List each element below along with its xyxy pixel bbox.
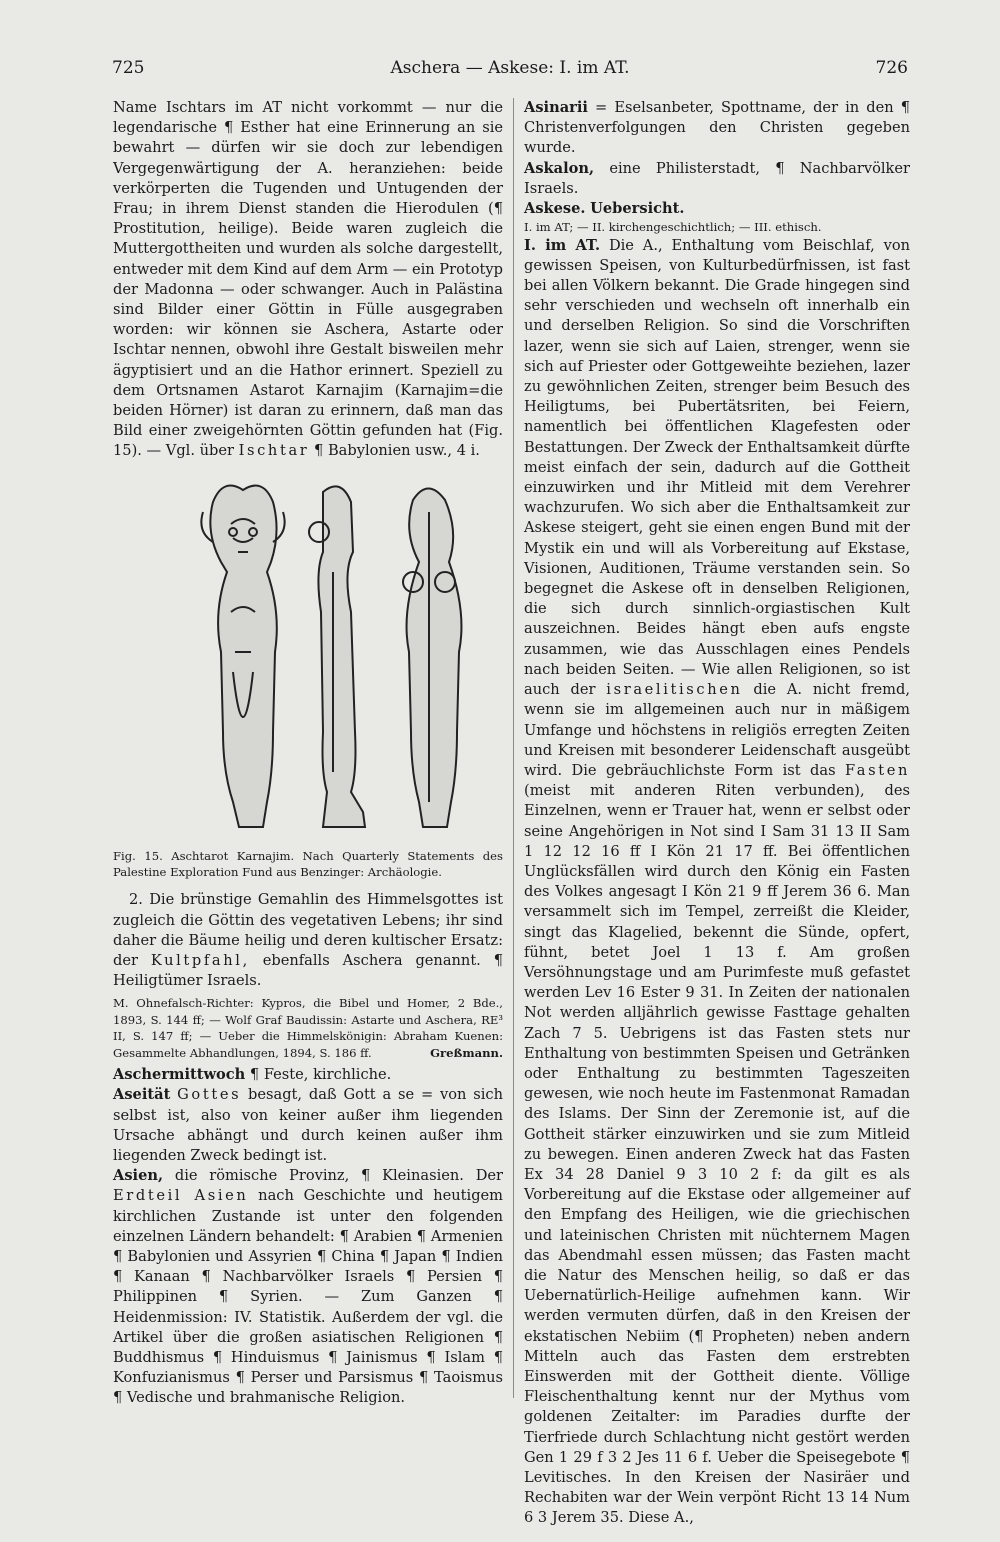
para2-text: 2. Die brünstige Gemahlin des Himmelsgottes ist zugleich die Göttin des vegetativen Lebens; ihr sind daher die Bäume heilig und deren kultischer Ersatz: der	[113, 891, 503, 970]
right-column	[524, 98, 910, 1529]
askese-section-1	[524, 236, 910, 1529]
paragraph-2	[113, 890, 503, 991]
left-page-number: 725	[112, 58, 145, 78]
entry-head-asinarii: Asinarii	[524, 99, 588, 116]
asien-text-2: nach Geschichte und heutigem kirchlichen Zustande ist unter den folgenden einzelnen Ländern behandelt: ¶ Arabien ¶ Armenien ¶ Babylonien und Assyrien ¶ China ¶ Japan ¶ Indien ¶ Kanaan ¶ Nachbarvölker Israels ¶ Persien ¶ Philippinen ¶ Syrien. — Zum Ganzen ¶ Heidenmission: IV. Statistik. Außerdem der vgl. die Artikel über die großen asiatischen Religionen ¶ Buddhismus ¶ Hinduismus ¶ Jainismus ¶ Islam ¶ Konfuzianismus ¶ Perser und Parsismus ¶ Taoismus ¶ Vedische und brahmanische Religion.	[113, 1187, 504, 1407]
section-1-heading: I. im AT.	[524, 236, 601, 254]
figure-caption: Fig. 15. Aschtarot Karnajim. Nach Quarterly Statements des Palestine Exploration Fund aus Benzinger: Archäologie.	[113, 848, 503, 880]
entry-askalon	[524, 159, 910, 199]
literature-text: M. Ohnefalsch-Richter: Kypros, die Bibel und Homer, 2 Bde., 1893, S. 144 ff; — Wolf Graf Baudissin: Astarte und Aschera, RE³ II, S. 147 ff; — Ueber die Himmelskönigin: Abraham Kuenen: Gesammelte Abhandlungen, 1894, S. 186 ff.	[113, 996, 503, 1060]
entry-text-aschermittwoch: ¶ Feste, kirchliche.	[249, 1066, 392, 1084]
kultpfahl-term: Kultpfahl,	[150, 952, 250, 970]
israelitischen-term: israelitischen	[606, 681, 743, 699]
entry-askese	[524, 199, 910, 219]
right-page-number: 726	[875, 58, 908, 78]
entry-head-aschermittwoch: Aschermittwoch	[113, 1066, 246, 1084]
askese-subhead: Uebersicht.	[590, 200, 685, 218]
fasten-term: Fasten	[845, 761, 910, 779]
running-header	[112, 58, 908, 82]
erdteil-asien-term: Erdteil Asien	[113, 1187, 249, 1205]
running-title: Aschera — Askese: I. im AT.	[390, 58, 630, 78]
para2-tail: ebenfalls Aschera genannt. ¶ Heiligtümer Israels.	[113, 952, 504, 990]
entry-head-askalon: Askalon,	[524, 159, 595, 177]
entry-asien	[113, 1166, 503, 1408]
entry-text-askalon: eine Philisterstadt, ¶ Nachbarvölker Israels.	[524, 159, 910, 197]
section-1-text-2: die A. nicht fremd, wenn sie im allgemeinen auch nur in mäßigem Umfange und höchstens in religiös erregten Zeiten und Kreisen mit besonderer Leidenschaft ausgeübt wird. Die gebräuchlichste Form ist das	[524, 681, 910, 779]
continuation-tail: ¶ Babylonien usw., 4 i.	[314, 442, 480, 460]
continuation-paragraph	[113, 98, 503, 462]
figure-15-illustration	[113, 472, 503, 842]
ischtar-term: Ischtar	[238, 442, 310, 460]
gottes-term: Gottes	[177, 1086, 242, 1104]
left-column	[113, 98, 503, 1409]
askese-toc: I. im AT; — II. kirchengeschichtlich; — III. ethisch.	[524, 220, 822, 235]
section-1-text-3: (meist mit anderen Riten verbunden), des Einzelnen, wenn er Trauer hat, wenn er selbst oder seine Angehörigen in Not sind I Sam 31 13 II Sam 1 12 12 16 ff I Kön 21 17 ff. Bei öffentlichen Unglücksfällen wird durch den König ein Fasten des Volkes angesagt I Kön 21 9 ff Jerem 36 6. Man versammelt sich im Tempel, zerreißt die Kleider, singt das Klagelied, bekennt die Sünde, opfert, fühnt, betet Joel 1 13 f. Am großen Versöhnungstage und am Purimfeste muß gefastet werden Lev 16 Ester 9 31. In Zeiten der nationalen Not werden alljährlich gewisse Fasttage gehalten Zach 7 5. Uebrigens ist das Fasten stets nur Enthaltung von bestimmten Speisen und Getränken oder Enthaltung zu bestimmten Tageszeiten gewesen, wie noch heute im Fastenmonat Ramadan des Islams. Der Sinn der Zeremonie ist, auf die Gottheit stärker einzuwirken und sie zum Mitleid zu bewegen. Einen anderen Zweck hat das Fasten Ex 34 28 Daniel 9 3 10 2 f: da gilt es als Vorbereitung auf die Ekstase oder allgemeiner auf den Empfang des Heiligen, wie die griechischen und lateinischen Christen mit nüchternem Magen das Abendmahl essen müssen; das Fasten macht die Natur des Menschen heilig, so daß er das Uebernatürlich-Heilige aufnehmen kann. Wir werden vermuten dürfen, daß in den Kreisen der ekstatischen Nebiim (¶ Propheten) neben andern Mitteln auch das Fasten dem erstrebten Einswerden mit der Gottheit diente. Völlige Fleischenthaltung kennt nur der Mythus vom goldenen Zeitalter: im Paradies durfte der Tierfriede durch Schlachtung nicht gestört werden Gen 1 29 f 3 2 Jes 11 6 f. Ueber die Speisegebote ¶ Levitisches. In den Kreisen der Nasiräer und Rechabiten war der Wein verpönt Richt 13 14 Num 6 3 Jerem 35. Diese A.,	[524, 782, 910, 1527]
figurine-front	[201, 485, 284, 826]
entry-head-aseitaet: Aseität	[113, 1086, 171, 1104]
entry-asinarii	[524, 98, 910, 159]
entry-text-asinarii: = Eselsanbeter, Spottname, der in den ¶ Christenverfolgungen den Christen gegeben wurde.	[524, 99, 911, 157]
figurine-back	[403, 488, 461, 827]
entry-text-aseitaet: besagt, daß Gott a se = von sich selbst ist, also von keiner außer ihm liegenden Ursache abhängt und durch keinen außer ihm liegenden Zweck bedingt ist.	[113, 1086, 503, 1164]
literature-note	[113, 995, 503, 1061]
entry-head-asien: Asien,	[113, 1167, 164, 1185]
entry-aseitaet	[113, 1085, 503, 1166]
entry-head-askese: Askese.	[524, 200, 586, 218]
section-1-text: Die A., Enthaltung vom Beischlaf, von gewissen Speisen, von Kulturbedürfnissen, ist fast bei allen Völkern bekannt. Die Grade hingegen sind sehr verschieden und wechseln oft innerhalb ein und derselben Religion. So sind die Vorschriften lazer, wenn sie sich auf Laien, strenger, wenn sie sich auf Priester oder Gottgeweihte beziehen, lazer zu gewöhnlichen Zeiten, strenger beim Besuch des Heiligtums, bei Pubertätsriten, bei Feiern, namentlich bei öffentlichen Klagefesten oder Bestattungen. Der Zweck der Enthaltsamkeit dürfte meist einfach der sein, dadurch auf die Gottheit einzuwirken und ihr Mitleid mit dem Verehrer wachzurufen. Wo sich aber die Enthaltsamkeit zur Askese steigert, geht sie einen engen Bund mit der Mystik ein und will als Vorbereitung auf Ekstase, Visionen, Auditionen, Träume verstanden sein. So begegnet die Askese oft in denselben Religionen, die sich durch sinnlich-orgiastischen Kult auszeichnen. Beides hängt eben aufs engste zusammen, wie das Ausschlagen eines Pendels nach beiden Seiten. — Wie allen Religionen, so ist auch der	[524, 236, 911, 699]
continuation-text: Name Ischtars im AT nicht vorkommt — nur die legendarische ¶ Esther hat eine Erinnerung an sie bewahrt — dürfen wir sie doch zur lebendigen Vergegenwärtigung der A. heranziehen: beide verkörperten die Tugenden und Untugenden der Frau; in ihrem Dienst standen die Hierodulen (¶ Prostitution, heilige). Beide waren zugleich die Muttergottheiten und wurden als solche dargestellt, entweder mit dem Kind auf dem Arm — ein Prototyp der Madonna — oder schwanger. Auch in Palästina sind Bilder einer Göttin in Fülle ausgegraben worden: wir können sie Aschera, Astarte oder Ischtar nennen, obwohl ihre Gestalt bisweilen mehr ägyptisiert und an die Hathor erinnert. Speziell zu dem Ortsnamen Astarot Karnajim (Karnajim=die beiden Hörner) ist daran zu erinnern, daß man das Bild einer zweigehörnten Göttin gefunden hat (Fig. 15). — Vgl. über	[113, 99, 503, 460]
asien-text-1: die römische Provinz, ¶ Kleinasien. Der	[174, 1167, 504, 1185]
entry-aschermittwoch	[113, 1065, 503, 1085]
column-divider	[513, 98, 514, 1398]
figurine-side	[309, 486, 365, 827]
article-author: Greßmann.	[430, 1045, 503, 1060]
